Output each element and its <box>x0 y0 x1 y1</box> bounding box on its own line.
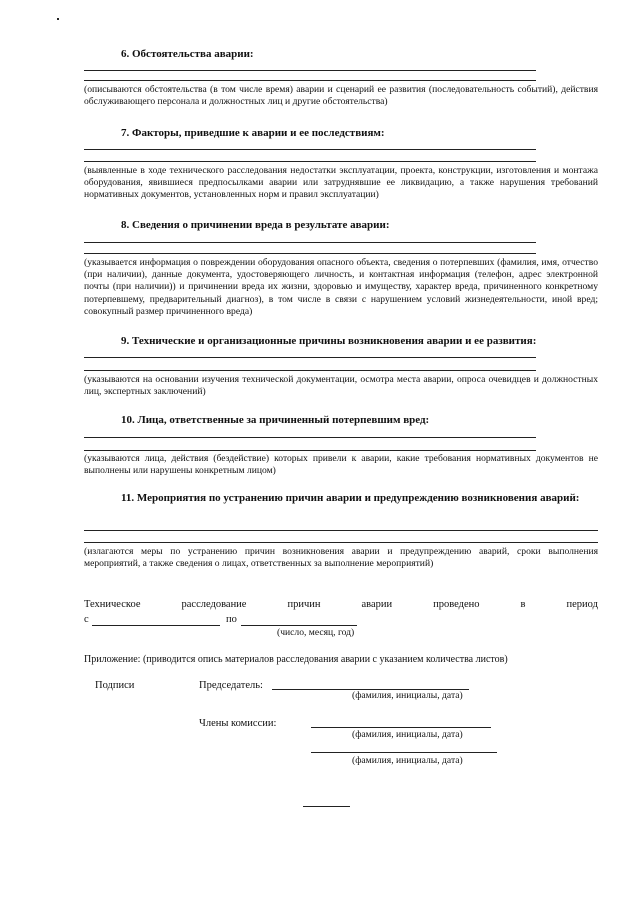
member-1-hint: (фамилия, инициалы, дата) <box>352 729 463 740</box>
period-word: в <box>520 599 526 610</box>
section-8-line-1 <box>84 242 536 243</box>
section-7-line-2 <box>84 161 536 162</box>
section-11-line-1 <box>84 530 598 531</box>
section-11-title: 11. Мероприятия по устранению причин аварии и предупреждению возникновения аварий: <box>121 492 580 504</box>
section-10-note: (указываются лица, действия (бездействие) которых привели к аварии, какие требования нормативных документов не выполнены или нарушены конкретным лицом) <box>84 453 598 477</box>
member-1-signature-field[interactable] <box>311 727 491 728</box>
section-7-line-1 <box>84 149 536 150</box>
section-8-line-2 <box>84 253 536 254</box>
section-6-title: 6. Обстоятельства аварии: <box>121 48 254 60</box>
section-6-note: (описываются обстоятельства (в том числе время) аварии и сценарий ее развития (последовательность событий), действия обслуживающего персонала и должностных лиц и другие обстоятельства) <box>84 84 598 108</box>
section-6-line-1 <box>84 70 536 71</box>
section-11-line-2 <box>84 542 598 543</box>
section-9-line-2 <box>84 370 536 371</box>
period-sentence <box>84 598 598 611</box>
chairman-label: Председатель: <box>199 680 263 691</box>
footer-separator <box>303 806 350 807</box>
period-date-hint: (число, месяц, год) <box>277 627 355 638</box>
section-10-line-1 <box>84 437 536 438</box>
section-7-title: 7. Факторы, приведшие к аварии и ее последствиям: <box>121 127 385 139</box>
chairman-hint: (фамилия, инициалы, дата) <box>352 690 463 701</box>
period-from-field[interactable] <box>92 625 220 626</box>
members-label: Члены комиссии: <box>199 718 277 729</box>
signatures-label: Подписи <box>95 680 135 691</box>
section-10-title: 10. Лица, ответственные за причиненный потерпевшим вред: <box>121 414 430 426</box>
section-9-note: (указываются на основании изучения технической документации, осмотра места аварии, опроса очевидцев и должностных лиц, экспертных заключений) <box>84 374 598 398</box>
section-9-title: 9. Технические и организационные причины возникновения аварии и ее развития: <box>121 335 537 347</box>
section-9-line-1 <box>84 357 536 358</box>
period-word: Техническое <box>84 599 141 610</box>
period-word: причин <box>287 599 321 610</box>
period-to-field[interactable] <box>241 625 357 626</box>
period-word: проведено <box>433 599 480 610</box>
period-word: расследование <box>181 599 247 610</box>
scan-mark <box>57 18 59 20</box>
section-7-note: (выявленные в ходе технического расследования недостатки эксплуатации, проекта, конструкции, изготовления и монтажа оборудования, явившиеся предпосылками аварии или затруднявшие ее ликвидацию, а также нарушения требований нормативных документов, установленных норм и правил эксплуатации) <box>84 165 598 201</box>
attachment-text: Приложение: (приводится опись материалов расследования аварии с указанием количества листов) <box>84 654 508 665</box>
section-6-line-2 <box>84 80 536 81</box>
section-11-note: (излагаются меры по устранению причин возникновения аварии и предупреждению аварий, сроки выполнения мероприятий, а также сведения о лицах, ответственных за выполнение мероприятий) <box>84 546 598 570</box>
period-word: период <box>566 599 598 610</box>
period-word: аварии <box>361 599 393 610</box>
period-from-label: с <box>84 614 89 625</box>
section-8-title: 8. Сведения о причинении вреда в результате аварии: <box>121 219 390 231</box>
member-2-signature-field[interactable] <box>311 752 497 753</box>
member-2-hint: (фамилия, инициалы, дата) <box>352 755 463 766</box>
section-8-note: (указывается информация о повреждении оборудования опасного объекта, сведения о потерпевших (фамилия, имя, отчество (при наличии), данные документа, удостоверяющего личность, и контактная информация (телефон, адрес электронной почты (при наличии)) и причинении вреда их жизни, здоровью и имуществу, характер вреда, причиненного конкретному потерпевшему, предварительный диагноз), в том числе в связи с нарушением условий жизнедеятельности, иной вред; совокупный размер причиненного вреда) <box>84 257 598 317</box>
period-to-label: по <box>226 614 237 625</box>
section-10-line-2 <box>84 450 536 451</box>
